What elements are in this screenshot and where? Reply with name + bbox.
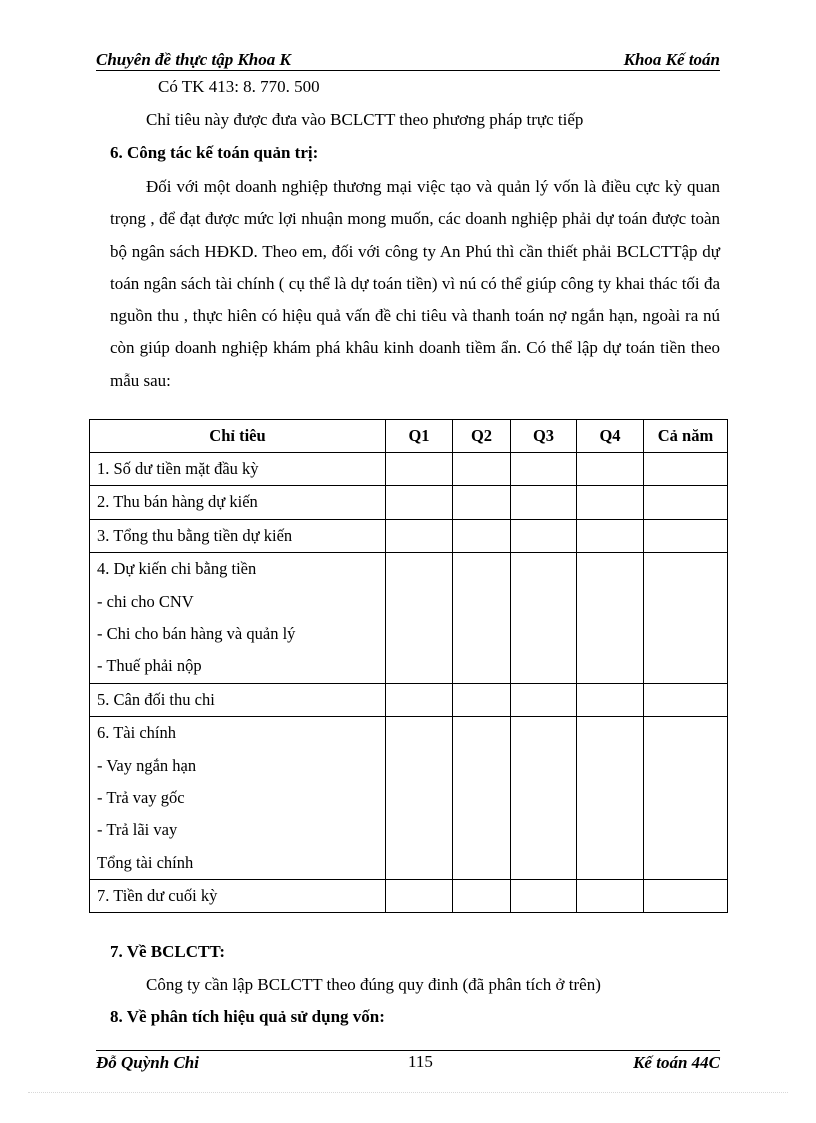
budget-table [89, 419, 728, 913]
value-cell [453, 519, 511, 552]
value-cell [644, 880, 728, 913]
row-label-line: 7. Tiền dư cuối kỳ [97, 886, 218, 906]
footer-author: Đỗ Quỳnh Chi [96, 1053, 199, 1072]
value-cell [386, 880, 453, 913]
footer-divider [96, 1050, 720, 1051]
note-line: Chỉ tiêu này được đưa vào BCLCTT theo phương pháp trực tiếp [146, 110, 584, 129]
value-cell [511, 453, 577, 486]
value-cell [644, 717, 728, 880]
account-line: Có TK 413: 8. 770. 500 [158, 77, 320, 96]
value-cell [577, 880, 644, 913]
value-cell [511, 486, 577, 519]
value-cell [644, 553, 728, 684]
value-cell [386, 486, 453, 519]
row-label-line: 6. Tài chính [97, 723, 176, 743]
header-cell-q1: Q1 [386, 420, 453, 453]
value-cell [386, 519, 453, 552]
table-row [90, 683, 728, 716]
table-row [90, 717, 728, 880]
row-label-cell [90, 519, 386, 552]
value-cell [453, 683, 511, 716]
value-cell [577, 519, 644, 552]
value-cell [511, 717, 577, 880]
page-number: 115 [408, 1052, 433, 1071]
paragraph-section-6: Đối với một doanh nghiệp thương mại việc tạo và quản lý vốn là điều cực kỳ quan trọng , để đạt được mức lợi nhuận mong muốn, các doanh nghiệp phải dự toán được toàn bộ ngân sách HĐKD. Theo em, đối với công ty An Phú thì cần thiết phải BCLCTTập dự toán ngân sách tài chính ( cụ thể là dự toán tiền) vì nú có thể giúp công ty khai thác tối đa nguồn thu , thực hiên có hiệu quả vấn đề chi tiêu và thanh toán nợ ngắn hạn, ngoài ra nú còn giúp doanh nghiệp khám phá khâu kinh doanh tiềm ẩn. Có thể lập dự toán tiền theo mẫu sau: [110, 177, 720, 390]
value-cell [511, 683, 577, 716]
value-cell [577, 486, 644, 519]
heading-section-6: 6. Công tác kế toán quản trị: [110, 143, 319, 162]
value-cell [511, 553, 577, 684]
value-cell [453, 717, 511, 880]
row-label-line: 4. Dự kiến chi bằng tiền [97, 559, 257, 579]
value-cell [453, 486, 511, 519]
table-row [90, 880, 728, 913]
header-cell-q2: Q2 [453, 420, 511, 453]
line-section-7: Công ty cần lập BCLCTT theo đúng quy đinh (đã phân tích ở trên) [146, 975, 601, 994]
table-row [90, 453, 728, 486]
header-cell-q4: Q4 [577, 420, 644, 453]
row-label-line: - Trả vay gốc [97, 787, 185, 807]
header-cell-year: Cả năm [644, 420, 728, 453]
row-label-line: 5. Cân đối thu chi [97, 689, 215, 709]
value-cell [511, 519, 577, 552]
table-row [90, 486, 728, 519]
row-label-cell [90, 553, 386, 684]
value-cell [386, 453, 453, 486]
row-label-cell [90, 880, 386, 913]
value-cell [644, 683, 728, 716]
value-cell [577, 553, 644, 684]
row-label-cell [90, 486, 386, 519]
row-label-line: - Chi cho bán hàng và quản lý [97, 623, 296, 643]
table-row [90, 553, 728, 684]
table-row [90, 519, 728, 552]
header-right: Khoa Kế toán [623, 50, 720, 69]
row-label-line: - chi cho CNV [97, 591, 194, 611]
row-label-cell [90, 453, 386, 486]
row-label-line: 3. Tổng thu bằng tiền dự kiến [97, 525, 293, 545]
row-label-line: - Thuế phải nộp [97, 656, 202, 676]
header-cell-q3: Q3 [511, 420, 577, 453]
header-left: Chuyên đề thực tập Khoa K [96, 50, 291, 69]
header-cell-indicator: Chỉ tiêu [90, 420, 386, 453]
value-cell [453, 453, 511, 486]
value-cell [577, 717, 644, 880]
value-cell [644, 519, 728, 552]
value-cell [644, 453, 728, 486]
value-cell [511, 880, 577, 913]
value-cell [386, 717, 453, 880]
value-cell [644, 486, 728, 519]
row-label-cell [90, 717, 386, 880]
row-label-line: Tổng tài chính [97, 852, 194, 872]
table-header-row [90, 420, 728, 453]
value-cell [577, 453, 644, 486]
value-cell [453, 553, 511, 684]
row-label-line: 2. Thu bán hàng dự kiến [97, 492, 258, 512]
page-header [96, 48, 720, 71]
heading-section-8: 8. Về phân tích hiệu quả sử dụng vốn: [110, 1007, 385, 1026]
row-label-line: - Trả lãi vay [97, 820, 178, 840]
page-bottom-rule [28, 1092, 788, 1093]
heading-section-7: 7. Về BCLCTT: [110, 942, 226, 961]
row-label-line: 1. Số dư tiền mặt đầu kỳ [97, 459, 259, 478]
value-cell [453, 880, 511, 913]
value-cell [386, 683, 453, 716]
value-cell [386, 553, 453, 684]
value-cell [577, 683, 644, 716]
row-label-line: - Vay ngắn hạn [97, 755, 197, 775]
footer-class: Kế toán 44C [633, 1053, 720, 1072]
row-label-cell [90, 683, 386, 716]
